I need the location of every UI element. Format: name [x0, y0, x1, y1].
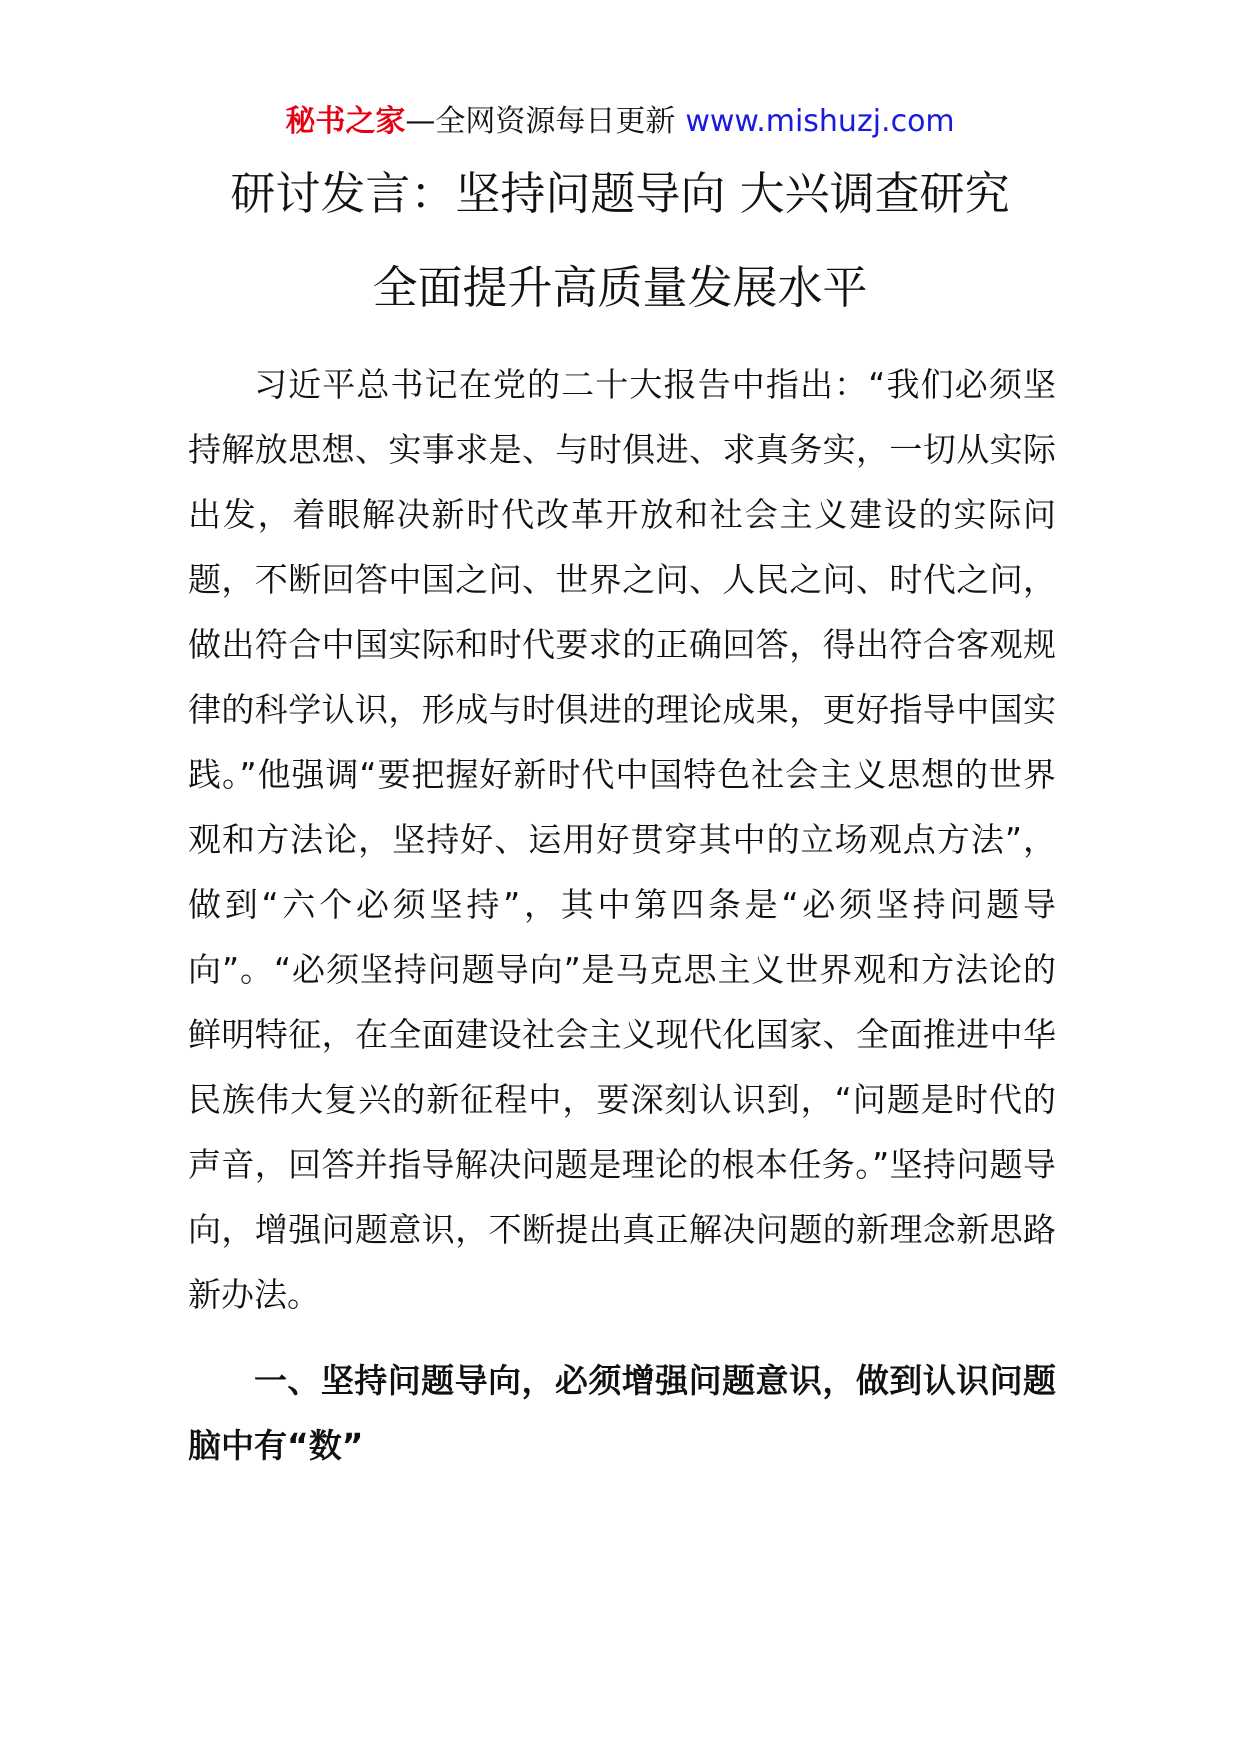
brand-slogan: —全网资源每日更新 — [405, 104, 676, 139]
site-header — [0, 100, 1240, 144]
paragraph-1: 习近平总书记在党的二十大报告中指出：“我们必须坚持解放思想、实事求是、与时俱进、求真务实，一切从实际出发，着眼解决新时代改革开放和社会主义建设的实际问题，不断回答中国之问、世界之问、人民之问、时代之问，做出符合中国实际和时代要求的正确回答，得出符合客观规律的科学认识，形成与时俱进的理论成果，更好指导中国实践。”他强调“要把握好新时代中国特色社会主义思想的世界观和方法论，坚持好、运用好贯穿其中的立场观点方法”，做到“六个必须坚持”，其中第四条是“必须坚持问题导向”。“必须坚持问题导向”是马克思主义世界观和方法论的鲜明特征，在全面建设社会主义现代化国家、全面推进中华民族伟大复兴的新征程中，要深刻认识到，“问题是时代的声音，回答并指导解决问题是理论的根本任务。”坚持问题导向，增强问题意识，不断提出真正解决问题的新理念新思路新办法。 — [188, 365, 1056, 1314]
document-title-line-2: 全面提升高质量发展水平 — [372, 261, 868, 314]
document-title-line-1: 研讨发言：坚持问题导向 大兴调查研究 — [230, 167, 1010, 220]
section-heading-1-text: 一、坚持问题导向，必须增强问题意识，做到认识问题脑中有“数” — [188, 1361, 1056, 1465]
site-url-link[interactable]: www.mishuzj.com — [685, 104, 955, 139]
brand-name: 秘书之家 — [285, 104, 406, 139]
section-heading-1 — [188, 1348, 1056, 1478]
body-text — [188, 352, 1056, 1327]
